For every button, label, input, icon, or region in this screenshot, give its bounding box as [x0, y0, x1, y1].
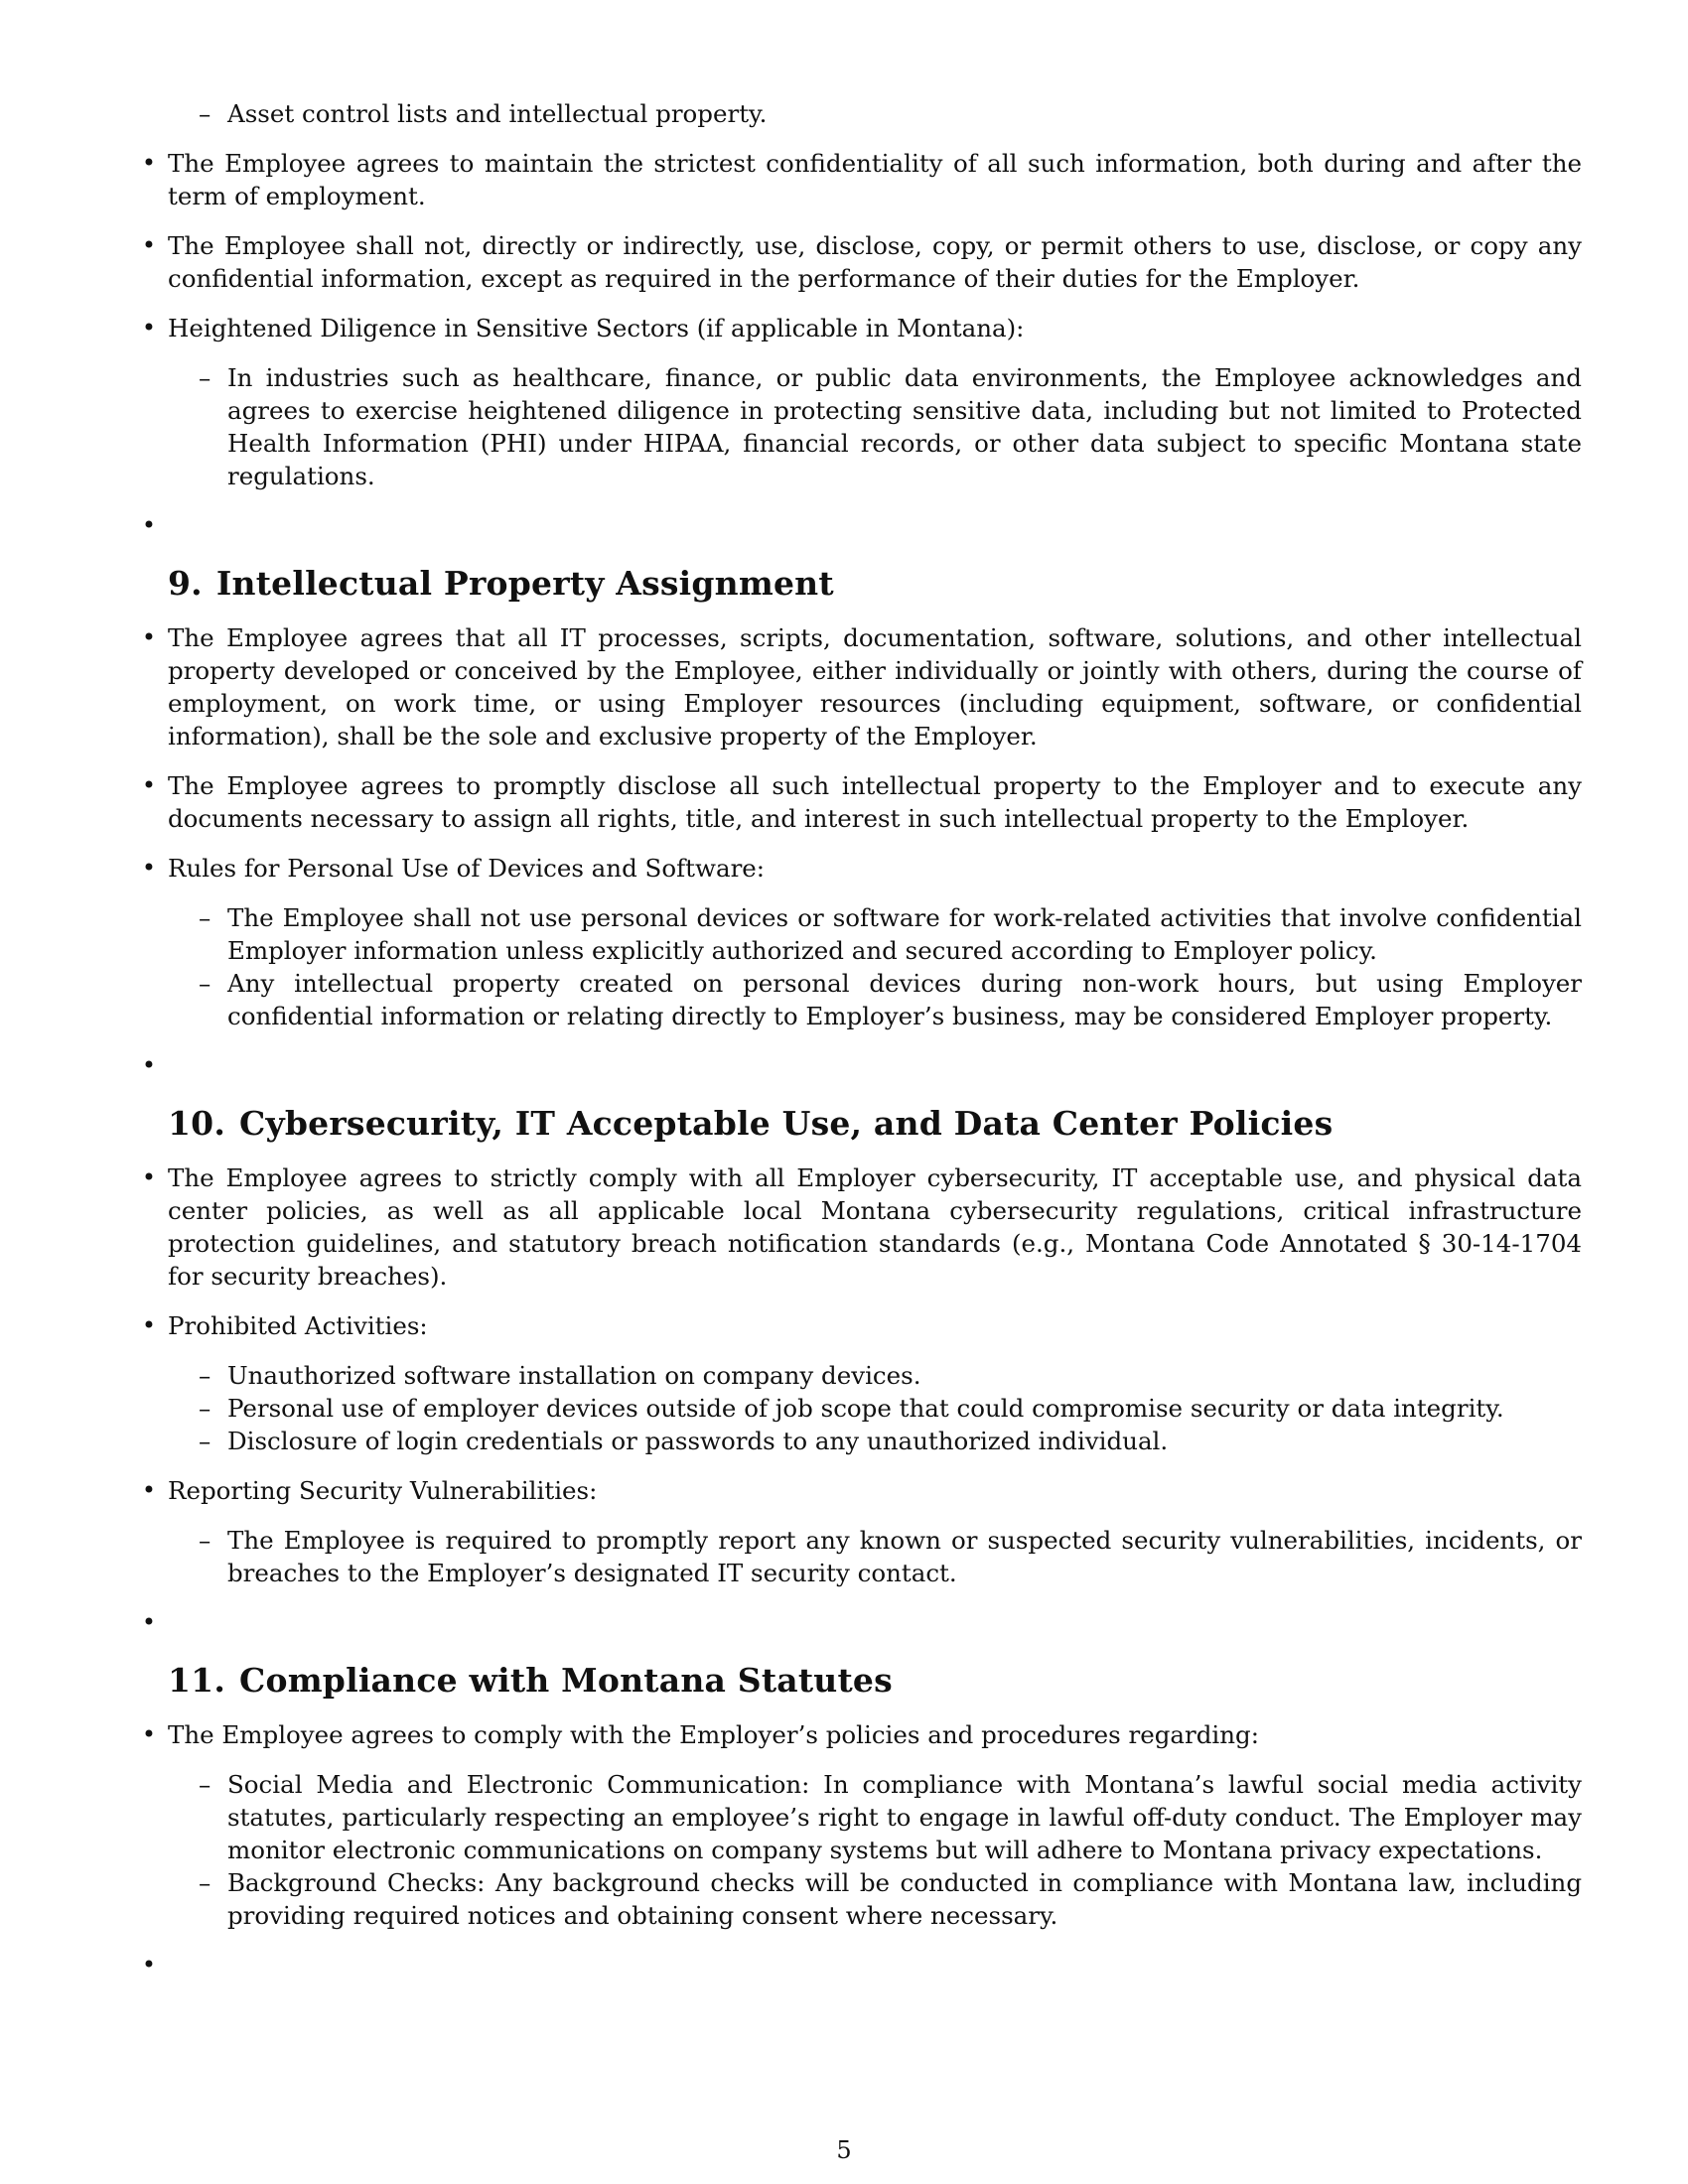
- bullet-marker: [139, 1474, 159, 1507]
- list-item: • Rules for Personal Use of Devices and Software: – The Employee shall not use personal devices or software for work-related activities that involve confidential Employer information unless explicitly authorized and secured according to Employer policy. – Any intellectual property created on personal devices during non-work hours, but using Employer confidential information or relating directly to Employer’s business, may be considered Employer property.: [168, 852, 1582, 1032]
- list-item: – Asset control lists and intellectual property.: [227, 97, 1582, 130]
- list-item: • The Employee agrees to maintain the strictest confidentiality of all such information, both during and after the term of employment.: [168, 147, 1582, 212]
- dash-marker: [199, 967, 211, 1000]
- list-item: • Heightened Diligence in Sensitive Sectors (if applicable in Montana): – In industries such as healthcare, finance, or public data environments, the Employee acknowledges and agrees to exercise heightened diligence in protecting sensitive data, including but not limited to Protected Health Information (PHI) under HIPAA, financial records, or other data subject to specific Montana state regulations.: [168, 312, 1582, 492]
- section-10-list: [168, 1161, 1582, 1639]
- list-item: – The Employee shall not use personal devices or software for work-related activities that involve confidential Employer information unless explicitly authorized and secured according to Employer policy.: [227, 901, 1582, 967]
- bullet-marker: [139, 147, 159, 180]
- document-page: [168, 97, 1582, 1998]
- dash-marker: [199, 1524, 211, 1557]
- list-item: – Any intellectual property created on personal devices during non-work hours, but using Employer confidential information or relating directly to Employer’s business, may be considered Employer property.: [227, 967, 1582, 1032]
- section-heading: 9. Intellectual Property Assignment: [168, 564, 834, 603]
- list-item: – Unauthorized software installation on company devices.: [227, 1359, 1582, 1392]
- section-9-list: [168, 621, 1582, 1082]
- bullet-marker: [139, 1606, 159, 1639]
- page-number: 5: [836, 2136, 852, 2164]
- empty-bullet: [168, 1049, 1582, 1082]
- section-heading: 11. Compliance with Montana Statutes: [168, 1661, 893, 1700]
- dash-marker: [199, 1866, 211, 1899]
- list-item: • The Employee agrees to comply with the Employer’s policies and procedures regarding: – Social Media and Electronic Communication: In compliance with Montana’s lawful social media activity statutes, particularly respecting an employee’s right to engage in lawful off-duty conduct. The Employer may monitor electronic communications on company systems but will adhere to Montana privacy expectations. – Background Checks: Any background checks will be conducted in compliance with Montana law, including providing required notices and obtaining consent where necessary.: [168, 1718, 1582, 1932]
- bullet-marker: [139, 1049, 159, 1082]
- section-11-list: [168, 1718, 1582, 1981]
- dash-marker: [199, 1425, 211, 1457]
- bullet-marker: [139, 852, 159, 885]
- list-item: • Reporting Security Vulnerabilities: – The Employee is required to promptly report any known or suspected security vulnerabilities, incidents, or breaches to the Employer’s designated IT security contact.: [168, 1474, 1582, 1589]
- empty-bullet: [168, 1949, 1582, 1981]
- empty-bullet: [168, 1606, 1582, 1639]
- carryover-sublist: [168, 97, 1582, 130]
- section-heading: 10. Cybersecurity, IT Acceptable Use, and Data Center Policies: [168, 1104, 1334, 1143]
- dash-marker: [199, 97, 211, 130]
- dash-marker: [199, 901, 211, 934]
- list-item: – In industries such as healthcare, finance, or public data environments, the Employee acknowledges and agrees to exercise heightened diligence in protecting sensitive data, including but not limited to Protected Health Information (PHI) under HIPAA, financial records, or other data subject to specific Montana state regulations.: [227, 361, 1582, 492]
- list-item: – Personal use of employer devices outside of job scope that could compromise security or data integrity.: [227, 1392, 1582, 1425]
- list-item: • The Employee agrees to strictly comply with all Employer cybersecurity, IT acceptable use, and physical data center policies, as well as all applicable local Montana cybersecurity regulations, critical infrastructure protection guidelines, and statutory breach notification standards (e.g., Montana Code Annotated § 30-14-1704 for security breaches).: [168, 1161, 1582, 1293]
- bullet-marker: [139, 621, 159, 654]
- bullet-marker: [139, 1718, 159, 1751]
- bullet-marker: [139, 509, 159, 542]
- list-item: • The Employee shall not, directly or indirectly, use, disclose, copy, or permit others to use, disclose, or copy any confidential information, except as required in the performance of their duties for the Employer.: [168, 229, 1582, 295]
- empty-bullet: [168, 509, 1582, 542]
- list-item: • Prohibited Activities: – Unauthorized software installation on company devices. – Personal use of employer devices outside of job scope that could compromise security or data integrity. – Disclosure of login credentials or passwords to any unauthorized individual.: [168, 1309, 1582, 1457]
- list-item: • The Employee agrees that all IT processes, scripts, documentation, software, solutions, and other intellectual property developed or conceived by the Employee, either individually or jointly with others, during the course of employment, on work time, or using Employer resources (including equipment, software, or confidential information), shall be the sole and exclusive property of the Employer.: [168, 621, 1582, 752]
- list-item: – The Employee is required to promptly report any known or suspected security vulnerabilities, incidents, or breaches to the Employer’s designated IT security contact.: [227, 1524, 1582, 1589]
- sublist: [168, 361, 1582, 492]
- list-item: – Social Media and Electronic Communication: In compliance with Montana’s lawful social media activity statutes, particularly respecting an employee’s right to engage in lawful off-duty conduct. The Employer may monitor electronic communications on company systems but will adhere to Montana privacy expectations.: [227, 1768, 1582, 1866]
- bullet-marker: [139, 312, 159, 344]
- list-item: • The Employee agrees to promptly disclose all such intellectual property to the Employer and to execute any documents necessary to assign all rights, title, and interest in such intellectual property to the Employer.: [168, 769, 1582, 835]
- bullet-marker: [139, 1949, 159, 1981]
- dash-marker: [199, 361, 211, 394]
- list-item: – Disclosure of login credentials or passwords to any unauthorized individual.: [227, 1425, 1582, 1457]
- sublist: [168, 1524, 1582, 1589]
- bullet-marker: [139, 769, 159, 802]
- bullet-marker: [139, 1309, 159, 1342]
- dash-marker: [199, 1392, 211, 1425]
- dash-marker: [199, 1359, 211, 1392]
- sublist: [168, 901, 1582, 1032]
- sublist: [168, 1768, 1582, 1932]
- dash-marker: [199, 1768, 211, 1801]
- bullet-marker: [139, 1161, 159, 1194]
- list-item: – Background Checks: Any background checks will be conducted in compliance with Montana law, including providing required notices and obtaining consent where necessary.: [227, 1866, 1582, 1932]
- section-8-list: [168, 147, 1582, 542]
- bullet-marker: [139, 229, 159, 262]
- sublist: [168, 1359, 1582, 1457]
